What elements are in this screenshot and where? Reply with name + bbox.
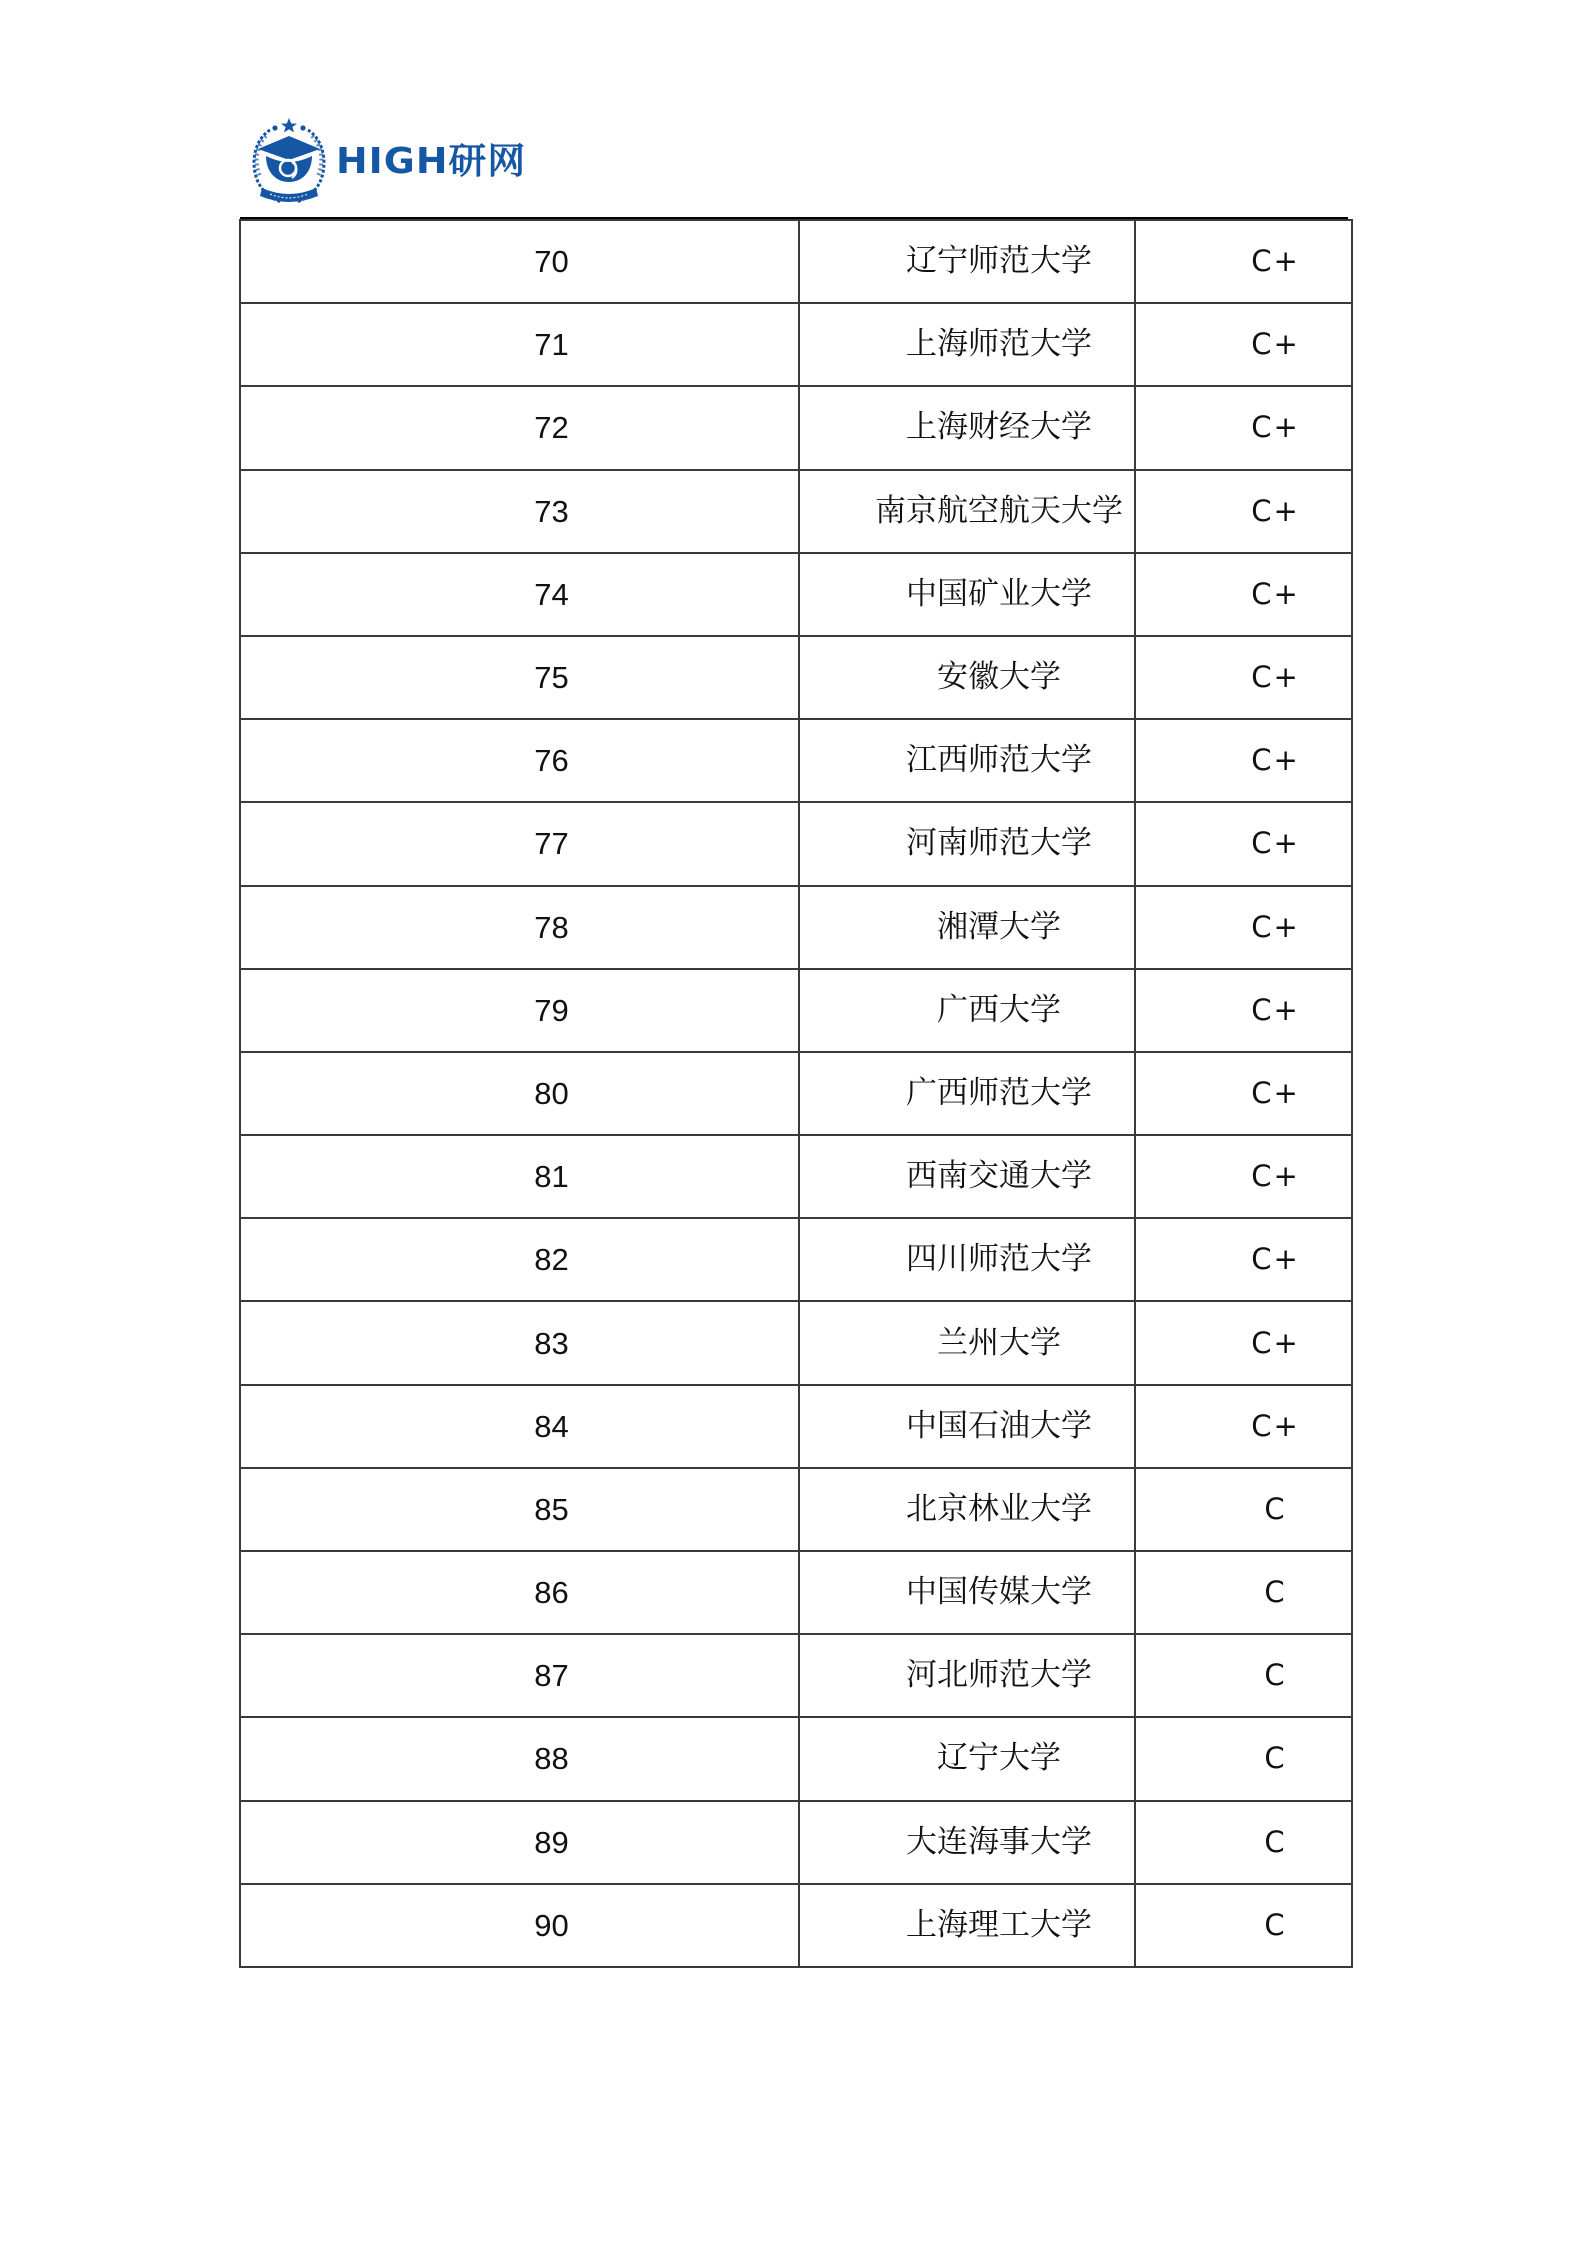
grade-cell: C+ [1135, 303, 1352, 386]
university-cell: 安徽大学 [799, 636, 1135, 719]
rank-cell: 80 [240, 1052, 799, 1135]
rank-cell: 85 [240, 1468, 799, 1551]
grade-cell: C+ [1135, 1135, 1352, 1218]
graduation-cap-emblem-icon [248, 116, 330, 208]
table-row [240, 969, 1352, 1052]
rank-cell: 72 [240, 386, 799, 469]
university-cell: 辽宁大学 [799, 1717, 1135, 1800]
table-row [240, 470, 1352, 553]
grade-cell: C+ [1135, 1385, 1352, 1468]
grade-cell: C [1135, 1634, 1352, 1717]
table-row [240, 886, 1352, 969]
rank-cell: 84 [240, 1385, 799, 1468]
table-row [240, 1801, 1352, 1884]
university-cell: 大连海事大学 [799, 1801, 1135, 1884]
ranking-table-body [240, 220, 1352, 1967]
table-row [240, 1135, 1352, 1218]
grade-cell: C+ [1135, 470, 1352, 553]
table-row [240, 1218, 1352, 1301]
university-cell: 兰州大学 [799, 1301, 1135, 1384]
table-row [240, 1717, 1352, 1800]
grade-cell: C+ [1135, 969, 1352, 1052]
rank-cell: 89 [240, 1801, 799, 1884]
grade-cell: C [1135, 1551, 1352, 1634]
grade-cell: C [1135, 1884, 1352, 1967]
ranking-table [239, 219, 1353, 1968]
rank-cell: 73 [240, 470, 799, 553]
table-row [240, 1884, 1352, 1967]
grade-cell: C+ [1135, 553, 1352, 636]
rank-cell: 76 [240, 719, 799, 802]
university-cell: 辽宁师范大学 [799, 220, 1135, 303]
grade-cell: C+ [1135, 386, 1352, 469]
rank-cell: 71 [240, 303, 799, 386]
logo-text: HIGH研网 [336, 141, 527, 182]
university-cell: 广西大学 [799, 969, 1135, 1052]
university-cell: 中国矿业大学 [799, 553, 1135, 636]
grade-cell: C+ [1135, 802, 1352, 885]
rank-cell: 81 [240, 1135, 799, 1218]
university-cell: 湘潭大学 [799, 886, 1135, 969]
table-row [240, 1551, 1352, 1634]
table-row [240, 802, 1352, 885]
grade-cell: C [1135, 1801, 1352, 1884]
university-cell: 河南师范大学 [799, 802, 1135, 885]
grade-cell: C [1135, 1468, 1352, 1551]
rank-cell: 70 [240, 220, 799, 303]
grade-cell: C+ [1135, 636, 1352, 719]
rank-cell: 79 [240, 969, 799, 1052]
rank-cell: 75 [240, 636, 799, 719]
grade-cell: C+ [1135, 1052, 1352, 1135]
university-cell: 上海理工大学 [799, 1884, 1135, 1967]
rank-cell: 86 [240, 1551, 799, 1634]
table-row [240, 1301, 1352, 1384]
university-cell: 河北师范大学 [799, 1634, 1135, 1717]
university-cell: 四川师范大学 [799, 1218, 1135, 1301]
rank-cell: 82 [240, 1218, 799, 1301]
grade-cell: C+ [1135, 220, 1352, 303]
rank-cell: 88 [240, 1717, 799, 1800]
university-cell: 广西师范大学 [799, 1052, 1135, 1135]
rank-cell: 77 [240, 802, 799, 885]
table-row [240, 719, 1352, 802]
grade-cell: C+ [1135, 1218, 1352, 1301]
rank-cell: 78 [240, 886, 799, 969]
site-logo [248, 116, 527, 208]
table-row [240, 220, 1352, 303]
grade-cell: C [1135, 1717, 1352, 1800]
table-row [240, 636, 1352, 719]
table-row [240, 553, 1352, 636]
university-cell: 上海师范大学 [799, 303, 1135, 386]
university-cell: 江西师范大学 [799, 719, 1135, 802]
grade-cell: C+ [1135, 719, 1352, 802]
rank-cell: 74 [240, 553, 799, 636]
table-row [240, 1052, 1352, 1135]
university-cell: 西南交通大学 [799, 1135, 1135, 1218]
table-row [240, 303, 1352, 386]
table-row [240, 1385, 1352, 1468]
grade-cell: C+ [1135, 886, 1352, 969]
university-cell: 中国传媒大学 [799, 1551, 1135, 1634]
rank-cell: 90 [240, 1884, 799, 1967]
table-row [240, 386, 1352, 469]
rank-cell: 87 [240, 1634, 799, 1717]
grade-cell: C+ [1135, 1301, 1352, 1384]
university-cell: 南京航空航天大学 [799, 470, 1135, 553]
university-cell: 上海财经大学 [799, 386, 1135, 469]
table-row [240, 1634, 1352, 1717]
university-cell: 中国石油大学 [799, 1385, 1135, 1468]
rank-cell: 83 [240, 1301, 799, 1384]
table-row [240, 1468, 1352, 1551]
university-cell: 北京林业大学 [799, 1468, 1135, 1551]
